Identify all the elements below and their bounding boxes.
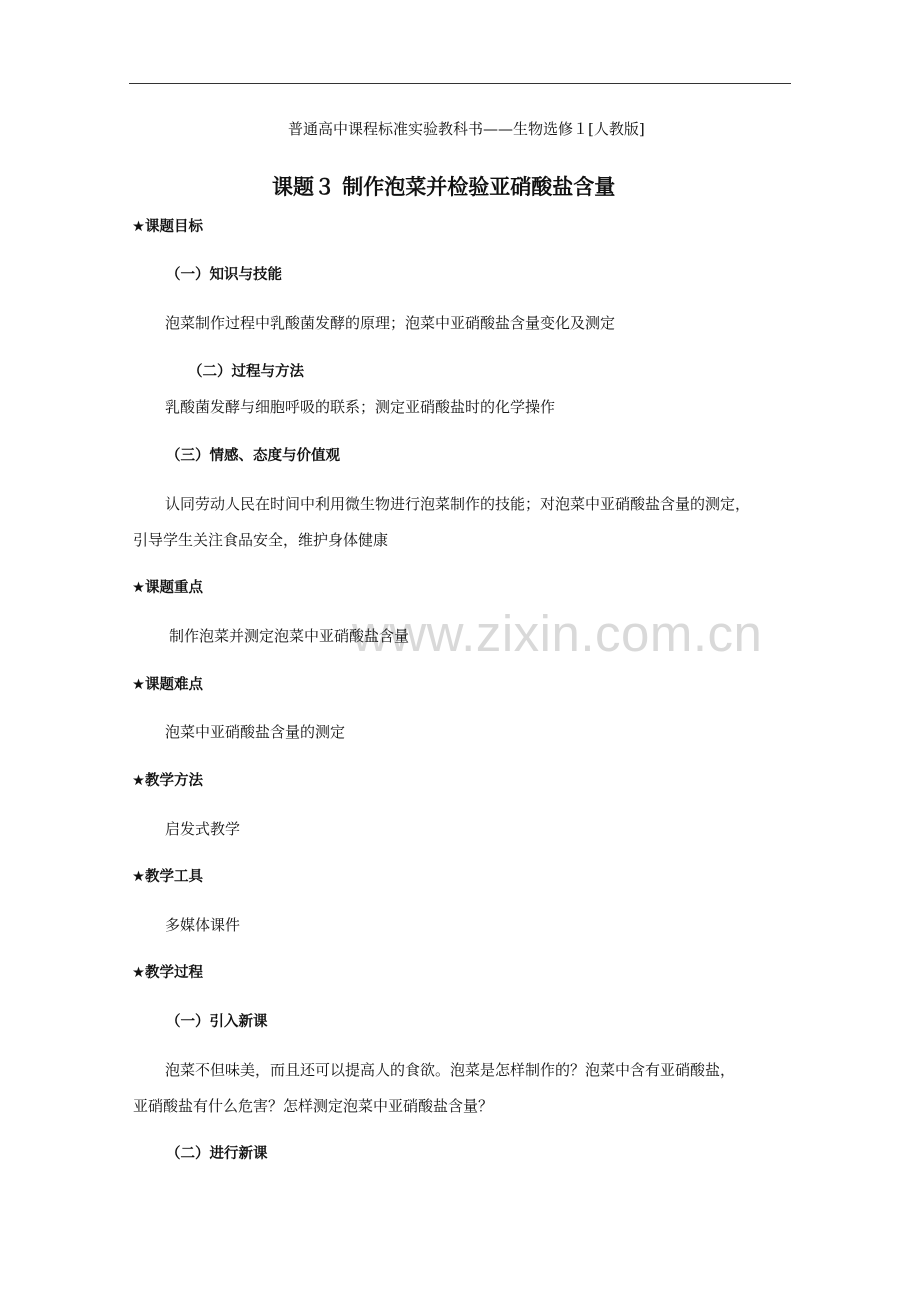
intro-text-line2: 亚硝酸盐有什么危害？怎样测定泡菜中亚硝酸盐含量？ [133,1097,494,1115]
process-heading: ★教学过程 [132,965,203,981]
key-point-heading: ★课题重点 [132,580,203,596]
knowledge-heading: （一）知识与技能 [166,267,282,283]
document-title: 课题３ 制作泡菜并检验亚硝酸盐含量 [272,175,616,199]
watermark: www.zixin.com.cn [352,605,763,662]
attitude-text-line1: 认同劳动人民在时间中利用微生物进行泡菜制作的技能；对泡菜中亚硝酸盐含量的测定， [165,495,751,513]
header-rule [129,83,791,84]
document-subtitle: 普通高中课程标准实验教科书——生物选修１[人教版] [288,120,645,138]
key-point-text: 制作泡菜并测定泡菜中亚硝酸盐含量 [169,627,410,645]
method-text: 启发式教学 [165,820,241,838]
intro-heading: （一）引入新课 [166,1014,268,1030]
difficulty-text: 泡菜中亚硝酸盐含量的测定 [165,723,346,741]
attitude-heading: （三）情感、态度与价值观 [166,448,340,464]
new-lesson-heading: （二）进行新课 [166,1146,268,1162]
intro-text-line1: 泡菜不但味美，而且还可以提高人的食欲。泡菜是怎样制作的？泡菜中含有亚硝酸盐， [165,1061,736,1079]
tools-text: 多媒体课件 [165,916,241,934]
tools-heading: ★教学工具 [132,869,203,885]
attitude-text-line2: 引导学生关注食品安全，维护身体健康 [133,531,389,549]
process-method-text: 乳酸菌发酵与细胞呼吸的联系；测定亚硝酸盐时的化学操作 [165,398,556,416]
method-heading: ★教学方法 [132,773,203,789]
objectives-heading: ★课题目标 [132,219,203,235]
difficulty-heading: ★课题难点 [132,677,203,693]
process-method-heading: （二）过程与方法 [188,364,304,380]
knowledge-text: 泡菜制作过程中乳酸菌发酵的原理；泡菜中亚硝酸盐含量变化及测定 [165,314,616,332]
